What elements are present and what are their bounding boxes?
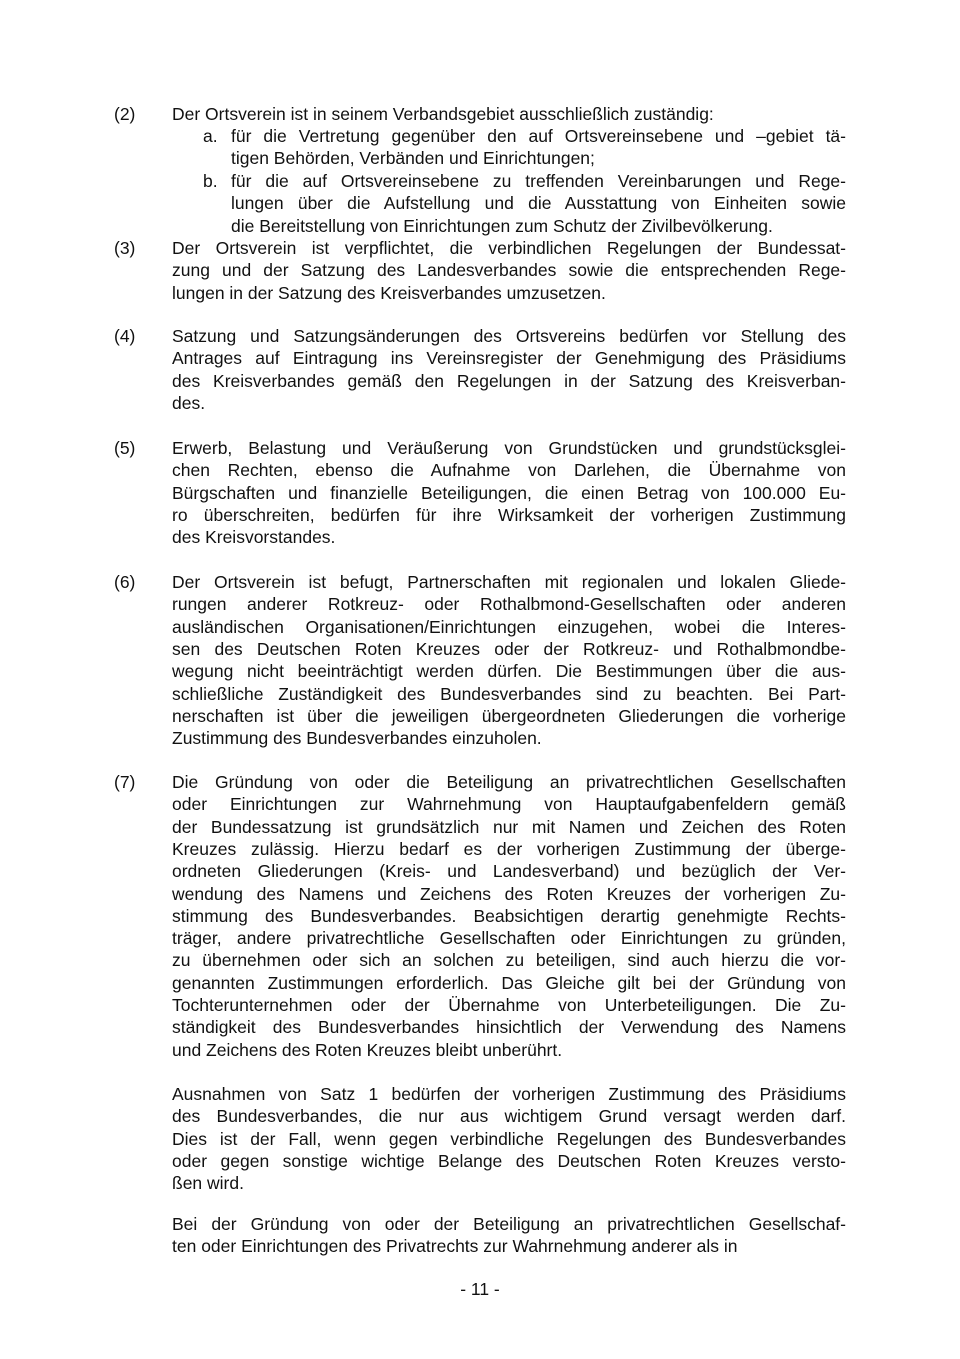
paragraph-line: Bürgschaften und finanzielle Beteiligungen, die einen Betrag von 100.000 Eu- [172,482,846,503]
paragraph-line: zung und der Satzung des Landesverbandes sowie die entsprechenden Rege- [172,260,846,281]
paragraph-line: Zustimmung des Bundesverbandes einzuholen. [172,728,542,749]
paragraph-line: wegung nicht beeinträchtigt werden dürfen. Die Bestimmungen über die aus- [172,661,846,682]
paragraph-line: chen Rechten, ebenso die Aufnahme von Darlehen, die Übernahme von [172,460,846,481]
paragraph-line: zu übernehmen oder sich an solchen zu beteiligen, sind auch hierzu die vor- [172,950,846,971]
paragraph-line: Antrages auf Eintragung ins Vereinsregister der Genehmigung des Präsidiums [172,348,846,369]
paragraph-line: Der Ortsverein ist verpflichtet, die verbindlichen Regelungen der Bundessat- [172,238,846,258]
paragraph-line: Erwerb, Belastung und Veräußerung von Grundstücken und grundstücksglei- [172,438,846,458]
paragraph-number: (7) [114,772,136,792]
paragraph-line: lungen in der Satzung des Kreisverbandes umzusetzen. [172,282,606,303]
paragraph-line: ordneten Gliederungen (Kreis- und Landesverband) und bezüglich der Ver- [172,861,846,882]
paragraph-number: (6) [114,572,136,592]
list-item-line: für die Vertretung gegenüber den auf Ortsvereinsebene und –gebiet tä- [231,126,846,146]
paragraph-number: (4) [114,326,136,346]
paragraph-line: des. [172,392,206,413]
paragraph-line: des Bundesverbandes, die nur aus wichtigem Grund versagt werden darf. [172,1106,846,1127]
paragraph-line: Die Gründung von oder die Beteiligung an privatrechtlichen Gesellschaften [172,772,846,792]
list-item-marker: a. [203,126,218,146]
paragraph-line: stimmung des Bundesverbandes. Beabsichtigen derartig genehmigte Rechts- [172,905,846,926]
paragraph-number: (3) [114,238,136,258]
paragraph-line: Dies ist der Fall, wenn gegen verbindliche Regelungen des Bundesverbandes [172,1128,846,1149]
paragraph-line: des Kreisverbandes gemäß den Regelungen in der Satzung des Kreisverban- [172,370,846,391]
paragraph-number: (5) [114,438,136,458]
paragraph-line: Der Ortsverein ist befugt, Partnerschaften mit regionalen und lokalen Gliede- [172,572,846,592]
page-number: - 11 - [460,1279,500,1299]
paragraph-line: ßen wird. [172,1173,244,1194]
paragraph-line: Ausnahmen von Satz 1 bedürfen der vorherigen Zustimmung des Präsidiums [172,1084,846,1104]
paragraph-line: ständigkeit des Bundesverbandes hinsichtlich der Verwendung des Namens [172,1017,846,1038]
paragraph-line: ten oder Einrichtungen des Privatrechts zur Wahrnehmung anderer als in [172,1236,738,1257]
paragraph-line: nerschaften ist über die jeweiligen übergeordneten Gliederungen die vorherige [172,705,846,726]
paragraph-line: der Bundessatzung ist grundsätzlich nur mit Namen und Zeichen des Roten [172,816,846,837]
paragraph-line: Tochterunternehmen oder der Übernahme von Unterbeteiligungen. Die Zu- [172,995,846,1015]
paragraph-line: wendung des Namens und Zeichens des Roten Kreuzes der vorherigen Zu- [172,883,846,904]
list-item-line: die Bereitstellung von Einrichtungen zum Schutz der Zivilbevölkerung. [231,215,773,236]
paragraph-line: sen des Deutschen Roten Kreuzes oder der Rotkreuz- und Rothalbmondbe- [172,638,846,659]
paragraph-line: und Zeichens des Roten Kreuzes bleibt unberührt. [172,1039,563,1060]
list-item-marker: b. [203,171,218,191]
paragraph-line: rungen anderer Rotkreuz- oder Rothalbmond-Gesellschaften oder anderen [172,594,846,615]
paragraph-line: genannten Zustimmungen erforderlich. Das Gleiche gilt bei der Gründung von [172,972,846,993]
paragraph-line: Bei der Gründung von oder der Beteiligung an privatrechtlichen Gesellschaf- [172,1214,846,1234]
paragraph-line: Der Ortsverein ist in seinem Verbandsgebiet ausschließlich zuständig: [172,104,714,124]
paragraph-line: oder Einrichtungen zur Wahrnehmung von Hauptaufgabenfeldern gemäß [172,794,846,815]
paragraph-line: träger, andere privatrechtliche Gesellschaften oder Einrichtungen zu gründen, [172,928,846,949]
paragraph-line: ausländischen Organisationen/Einrichtungen einzugehen, wobei die Interes- [172,616,846,637]
paragraph-number: (2) [114,104,136,124]
list-item-line: für die auf Ortsvereinsebene zu treffenden Vereinbarungen und Rege- [231,171,846,191]
list-item-line: tigen Behörden, Verbänden und Einrichtungen; [231,148,595,169]
paragraph-line: Satzung und Satzungsänderungen des Ortsvereins bedürfen vor Stellung des [172,326,846,346]
paragraph-line: Kreuzes zulässig. Hierzu bedarf es der vorherigen Zustimmung der überge- [172,838,846,859]
paragraph-line: ro überschreiten, bedürfen für ihre Wirksamkeit der vorherigen Zustimmung [172,504,846,525]
paragraph-line: des Kreisvorstandes. [172,527,336,548]
paragraph-line: schließliche Zuständigkeit des Bundesverbandes sind zu beachten. Bei Part- [172,683,846,704]
paragraph-line: oder gegen sonstige wichtige Belange des Deutschen Roten Kreuzes versto- [172,1150,846,1171]
list-item-line: lungen über die Aufstellung und die Ausstattung von Einheiten sowie [231,193,846,214]
